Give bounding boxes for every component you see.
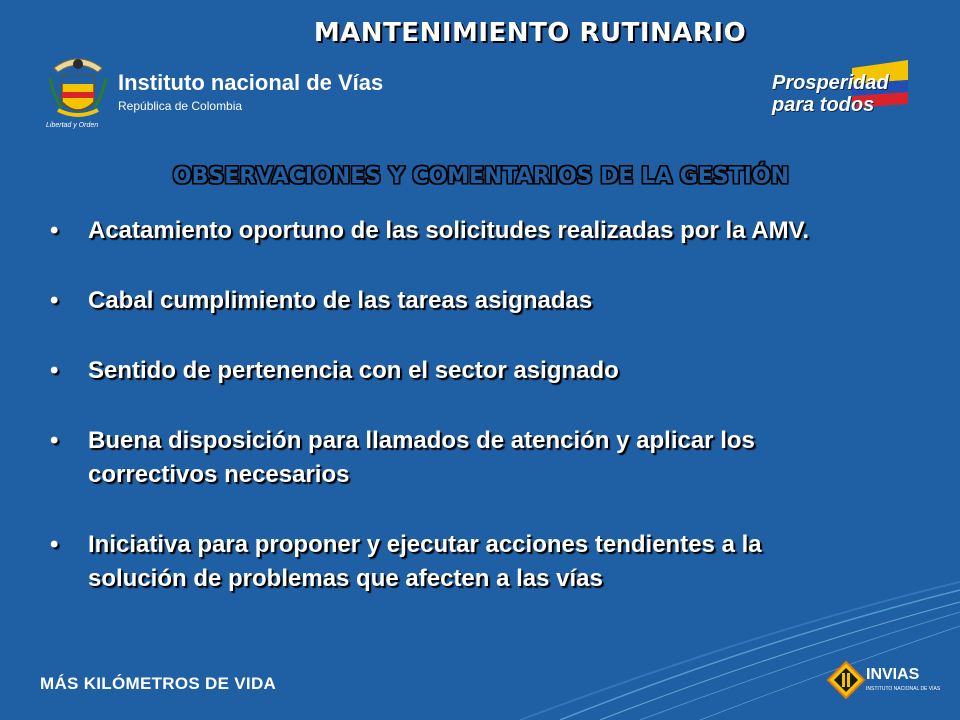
prosperity-line1: Prosperidad xyxy=(772,72,889,94)
invias-logo-icon xyxy=(826,660,866,700)
institution-name: Instituto nacional de Vías xyxy=(118,70,384,95)
bullet-icon: • xyxy=(50,531,59,558)
invias-name: INVIAS xyxy=(866,666,920,683)
decorative-streaks xyxy=(0,560,960,720)
list-item xyxy=(40,424,860,492)
list-item-text: Sentido de pertenencia con el sector asignado xyxy=(88,357,619,384)
invias-subtitle: INSTITUTO NACIONAL DE VÍAS xyxy=(866,686,941,692)
list-item xyxy=(40,214,860,248)
section-heading-text: OBSERVACIONES Y COMENTARIOS DE LA GESTIÓN xyxy=(172,164,790,189)
institution-subtitle: República de Colombia xyxy=(118,99,243,113)
list-item xyxy=(40,354,860,388)
list-item-text: Acatamiento oportuno de las solicitudes realizadas por la AMV. xyxy=(88,217,810,244)
prosperity-line2: para todos xyxy=(772,94,875,116)
slide-title: MANTENIMIENTO RUTINARIO xyxy=(313,18,747,48)
list-item-text: Buena disposición para llamados de atención y aplicar los correctivos necesarios xyxy=(88,427,755,488)
section-heading xyxy=(56,164,906,189)
bullet-icon: • xyxy=(50,427,59,454)
list-item xyxy=(40,284,860,318)
bullet-icon: • xyxy=(50,287,59,314)
footer-slogan: MÁS KILÓMETROS DE VIDA xyxy=(40,674,277,693)
list-item-text: Cabal cumplimiento de las tareas asignadas xyxy=(88,287,593,314)
bullet-icon: • xyxy=(50,217,59,244)
list-item-text: Iniciativa para proponer y ejecutar acciones tendientes a la solución de problemas que afecten a las vías xyxy=(88,531,762,592)
crest-motto: Libertad y Orden xyxy=(46,122,99,129)
bullet-icon: • xyxy=(50,357,59,384)
